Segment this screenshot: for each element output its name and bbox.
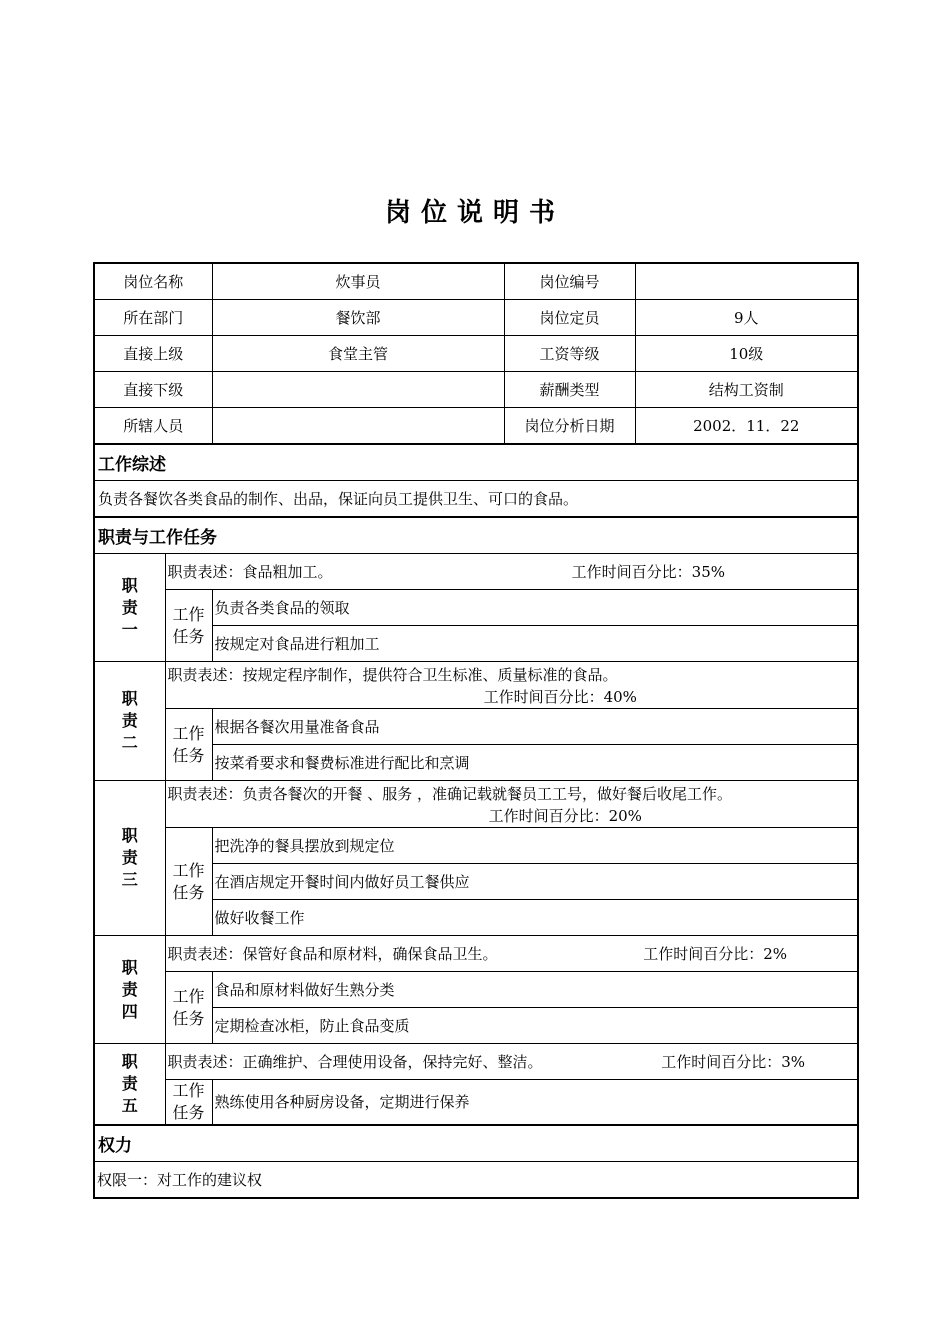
duties-heading-row	[94, 517, 858, 554]
task-label: 工作 任务	[165, 972, 212, 1044]
info-label: 岗位编号	[504, 263, 635, 300]
job-description-sheet	[93, 262, 857, 1199]
info-label: 直接下级	[94, 372, 212, 408]
info-row	[94, 300, 858, 336]
info-label: 直接上级	[94, 336, 212, 372]
duty-description	[165, 662, 858, 709]
info-value	[212, 372, 504, 408]
task-label: 工作 任务	[165, 1080, 212, 1126]
info-row	[94, 372, 858, 408]
task-label: 工作 任务	[165, 709, 212, 781]
info-value: 食堂主管	[212, 336, 504, 372]
summary-row	[94, 481, 858, 518]
task-item: 负责各类食品的领取	[212, 590, 858, 626]
task-item: 在酒店规定开餐时间内做好员工餐供应	[212, 864, 858, 900]
duty-time-percent: 工作时间百分比：3%	[661, 1052, 806, 1071]
duty-desc-row	[94, 781, 858, 828]
info-label: 岗位名称	[94, 263, 212, 300]
job-description-table	[93, 262, 859, 1199]
summary-text: 负责各餐饮各类食品的制作、出品，保证向员工提供卫生、可口的食品。	[94, 481, 858, 518]
task-row	[94, 709, 858, 745]
task-item: 按规定对食品进行粗加工	[212, 626, 858, 662]
duty-label: 职 责 五	[94, 1044, 165, 1126]
task-item: 根据各餐次用量准备食品	[212, 709, 858, 745]
duty-description-text: 职责表述：负责各餐次的开餐 、服务 ，准确记载就餐员工工号，做好餐后收尾工作。	[167, 785, 733, 803]
info-label: 所辖人员	[94, 408, 212, 445]
duty-description-text: 职责表述：正确维护、合理使用设备，保持完好、整洁。	[167, 1052, 543, 1071]
duty-description	[165, 554, 858, 590]
info-value: 餐饮部	[212, 300, 504, 336]
duty-desc-row	[94, 1044, 858, 1080]
duty-label: 职 责 四	[94, 936, 165, 1044]
summary-heading: 工作综述	[94, 444, 858, 481]
info-label: 岗位分析日期	[504, 408, 635, 445]
authority-heading-row	[94, 1125, 858, 1162]
duty-description-text: 职责表述：保管好食品和原材料，确保食品卫生。	[167, 944, 498, 963]
info-value	[635, 263, 858, 300]
info-value: 结构工资制	[635, 372, 858, 408]
task-row	[94, 590, 858, 626]
task-row	[94, 1080, 858, 1126]
duty-time-percent: 工作时间百分比：40%	[483, 688, 637, 706]
task-label: 工作 任务	[165, 590, 212, 662]
duties-heading: 职责与工作任务	[94, 517, 858, 554]
duty-label: 职 责 三	[94, 781, 165, 936]
task-item: 做好收餐工作	[212, 900, 858, 936]
task-item: 熟练使用各种厨房设备，定期进行保养	[212, 1080, 858, 1126]
info-value: 9人	[635, 300, 858, 336]
duty-time-percent: 工作时间百分比：20%	[488, 807, 642, 825]
task-row	[94, 828, 858, 864]
info-label: 薪酬类型	[504, 372, 635, 408]
document-title: 岗位说明书	[384, 198, 565, 228]
info-row	[94, 336, 858, 372]
info-row	[94, 408, 858, 445]
task-item: 把洗净的餐具摆放到规定位	[212, 828, 858, 864]
info-value: 2002．11．22	[635, 408, 858, 445]
task-item: 食品和原材料做好生熟分类	[212, 972, 858, 1008]
duty-description	[165, 1044, 858, 1080]
duty-desc-row	[94, 662, 858, 709]
authority-heading: 权力	[94, 1125, 858, 1162]
info-row	[94, 263, 858, 300]
info-label: 工资等级	[504, 336, 635, 372]
task-label: 工作 任务	[165, 828, 212, 936]
duty-time-percent: 工作时间百分比：35%	[571, 562, 726, 581]
task-row	[94, 972, 858, 1008]
info-value: 炊事员	[212, 263, 504, 300]
duty-desc-row	[94, 936, 858, 972]
duty-desc-row	[94, 554, 858, 590]
duty-time-percent: 工作时间百分比：2%	[643, 944, 788, 963]
summary-heading-row	[94, 444, 858, 481]
duty-description-text: 职责表述：按规定程序制作，提供符合卫生标准、质量标准的食品。	[167, 666, 618, 684]
info-value: 10级	[635, 336, 858, 372]
duty-label: 职 责 二	[94, 662, 165, 781]
duty-description	[165, 936, 858, 972]
info-value	[212, 408, 504, 445]
info-label: 所在部门	[94, 300, 212, 336]
duty-description-text: 职责表述：食品粗加工。	[167, 562, 333, 581]
info-label: 岗位定员	[504, 300, 635, 336]
authority-row	[94, 1162, 858, 1199]
task-item: 按菜肴要求和餐费标准进行配比和烹调	[212, 745, 858, 781]
authority-item: 权限一：对工作的建议权	[94, 1162, 858, 1199]
duty-label: 职 责 一	[94, 554, 165, 662]
duty-description	[165, 781, 858, 828]
task-item: 定期检查冰柜，防止食品变质	[212, 1008, 858, 1044]
